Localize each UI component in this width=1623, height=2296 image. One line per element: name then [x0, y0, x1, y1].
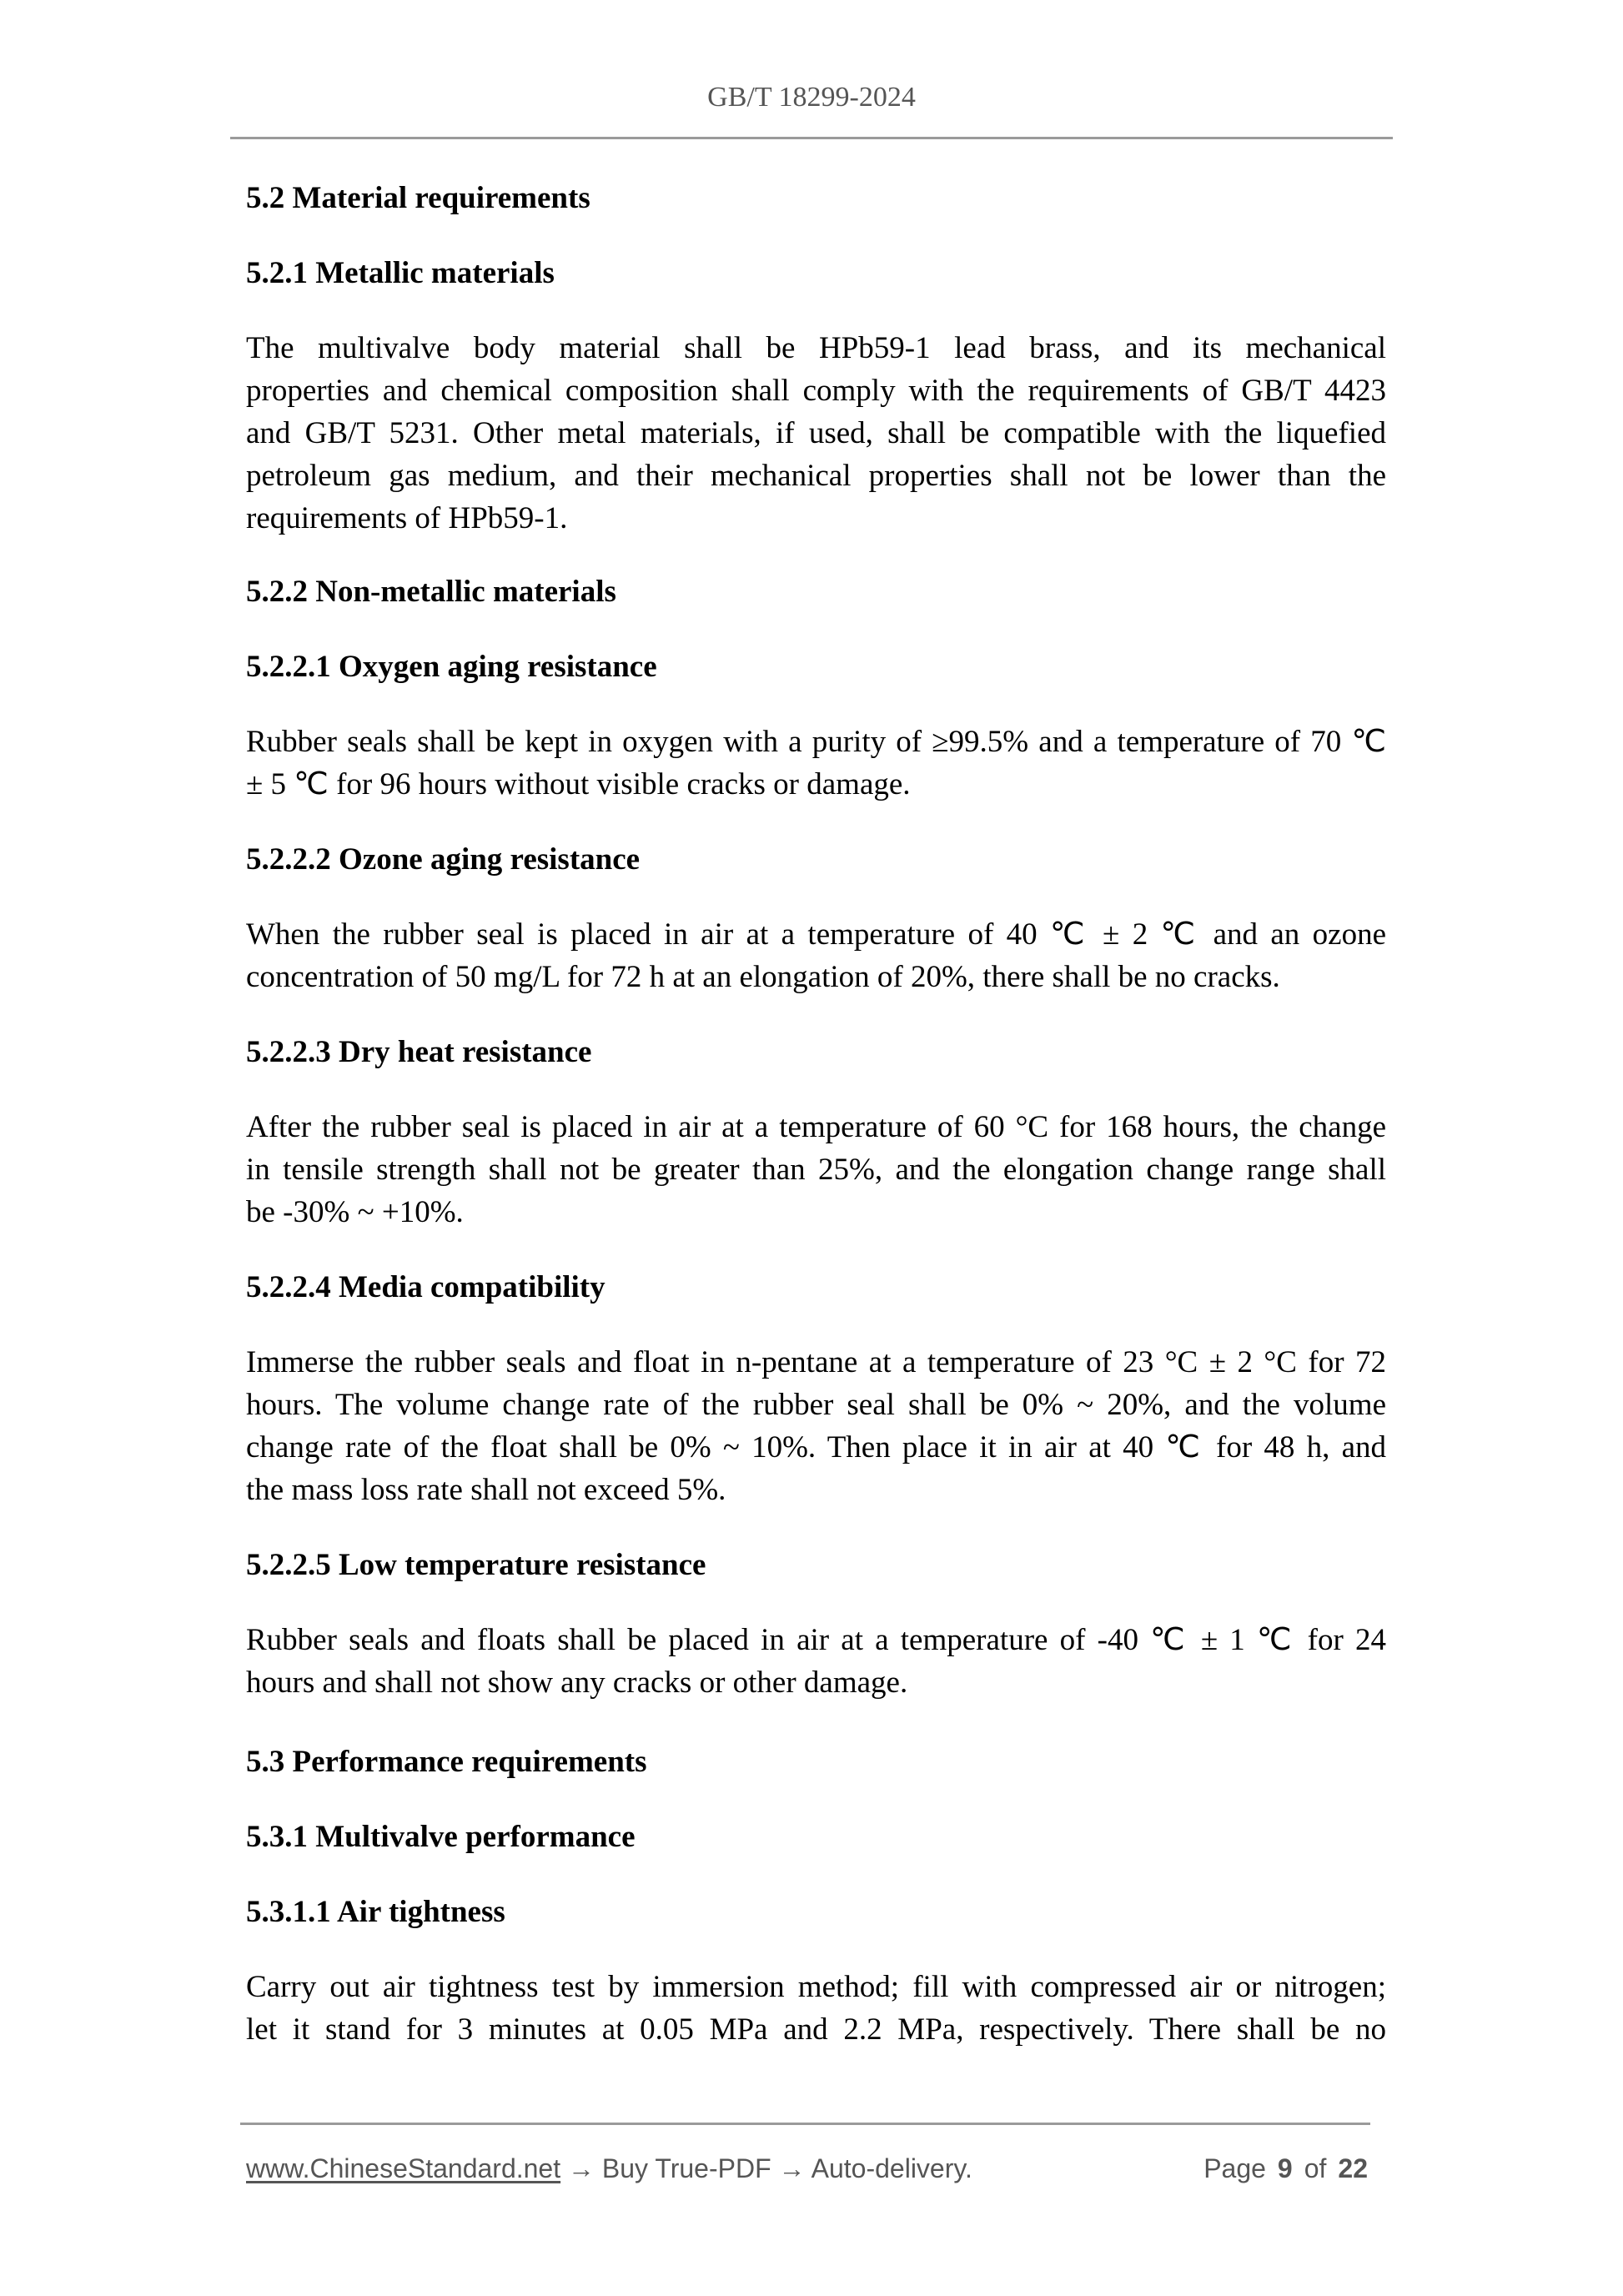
footer-promo — [246, 2152, 972, 2185]
paragraph-air-tightness — [246, 1966, 1386, 2051]
page-label: Page — [1203, 2153, 1266, 2183]
paragraph-line: Carry out air tightness test by immersion method; fill with compressed air or nitrogen; — [246, 1970, 1386, 2004]
footer-divider — [240, 2123, 1370, 2125]
paragraph-line: requirements of HPb59-1. — [246, 501, 568, 535]
paragraph-line: When the rubber seal is placed in air at a temperature of 40 ℃ ± 2 ℃ and an ozone — [246, 917, 1386, 952]
heading-5-2-2-1: 5.2.2.1 Oxygen aging resistance — [246, 650, 657, 684]
paragraph-line: The multivalve body material shall be HPb59-1 lead brass, and its mechanical — [246, 331, 1386, 365]
paragraph-oxygen-aging — [246, 721, 1386, 806]
header-standard-id: GB/T 18299-2024 — [707, 82, 916, 113]
heading-5-3-1: 5.3.1 Multivalve performance — [246, 1820, 636, 1854]
arrow-right-icon: → — [568, 2153, 595, 2183]
paragraph-line: let it stand for 3 minutes at 0.05 MPa and 2.2 MPa, respectively. There shall be no — [246, 2012, 1386, 2047]
page-total: 22 — [1338, 2153, 1368, 2183]
of-label: of — [1304, 2153, 1327, 2183]
footer-step-buy: Buy True-PDF — [601, 2153, 771, 2183]
paragraph-line: ± 5 ℃ for 96 hours without visible cracks or damage. — [246, 767, 911, 801]
paragraph-line: and GB/T 5231. Other metal materials, if used, shall be compatible with the liquefied — [246, 416, 1386, 450]
paragraph-line: properties and chemical composition shall comply with the requirements of GB/T 4423 — [246, 374, 1386, 408]
paragraph-line: the mass loss rate shall not exceed 5%. — [246, 1473, 726, 1507]
heading-5-2-2-5: 5.2.2.5 Low temperature resistance — [246, 1548, 706, 1582]
paragraph-line: hours. The volume change rate of the rubber seal shall be 0% ~ 20%, and the volume — [246, 1388, 1386, 1422]
paragraph-line: Rubber seals shall be kept in oxygen with a purity of ≥99.5% and a temperature of 70 ℃ — [246, 725, 1386, 759]
header-divider — [230, 137, 1393, 139]
paragraph-line: Immerse the rubber seals and float in n-pentane at a temperature of 23 °C ± 2 °C for 72 — [246, 1345, 1386, 1379]
paragraph-media-compatibility — [246, 1341, 1386, 1511]
paragraph-ozone-aging — [246, 913, 1386, 998]
footer — [246, 2152, 1368, 2185]
paragraph-line: After the rubber seal is placed in air at a temperature of 60 °C for 168 hours, the change — [246, 1110, 1386, 1144]
paragraph-line: petroleum gas medium, and their mechanical properties shall not be lower than the — [246, 459, 1386, 493]
paragraph-line: in tensile strength shall not be greater than 25%, and the elongation change range shall — [246, 1153, 1386, 1187]
heading-5-2-2-3: 5.2.2.3 Dry heat resistance — [246, 1035, 592, 1069]
heading-5-2-2-2: 5.2.2.2 Ozone aging resistance — [246, 842, 641, 877]
heading-5-2-2-4: 5.2.2.4 Media compatibility — [246, 1270, 605, 1304]
paragraph-line: Rubber seals and floats shall be placed in air at a temperature of -40 ℃ ± 1 ℃ for 24 — [246, 1623, 1386, 1657]
website-link[interactable]: www.ChineseStandard.net — [246, 2153, 561, 2183]
heading-5-2-2: 5.2.2 Non-metallic materials — [246, 575, 616, 609]
paragraph-line: concentration of 50 mg/L for 72 h at an elongation of 20%, there shall be no cracks. — [246, 960, 1280, 994]
page-number: 9 — [1277, 2153, 1293, 2183]
heading-5-2: 5.2 Material requirements — [246, 181, 590, 215]
paragraph-line: change rate of the float shall be 0% ~ 10%. Then place it in air at 40 ℃ for 48 h, and — [246, 1430, 1386, 1465]
paragraph-metallic-materials — [246, 327, 1386, 540]
footer-step-delivery: Auto-delivery. — [811, 2153, 972, 2183]
paragraph-line: hours and shall not show any cracks or other damage. — [246, 1665, 908, 1700]
paragraph-line: be -30% ~ +10%. — [246, 1195, 464, 1229]
heading-5-3: 5.3 Performance requirements — [246, 1745, 647, 1779]
page-indicator — [1203, 2152, 1368, 2185]
paragraph-dry-heat — [246, 1106, 1386, 1233]
heading-5-3-1-1: 5.3.1.1 Air tightness — [246, 1895, 505, 1929]
arrow-right-icon: → — [778, 2153, 806, 2183]
heading-5-2-1: 5.2.1 Metallic materials — [246, 256, 555, 290]
paragraph-low-temperature — [246, 1619, 1386, 1704]
